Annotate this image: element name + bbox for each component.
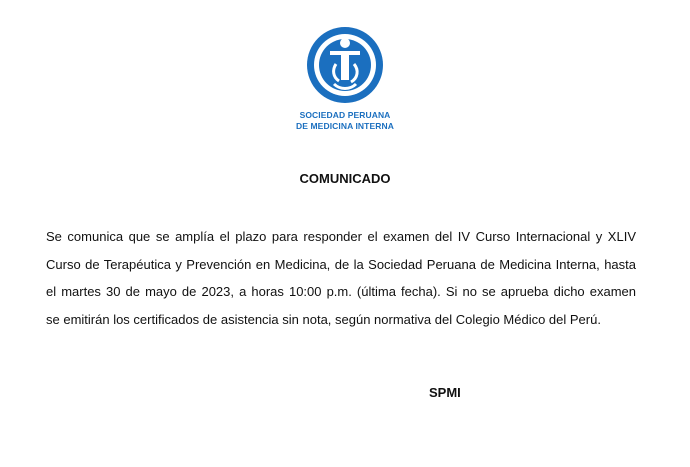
- signature: SPMI: [429, 385, 461, 400]
- page-title: COMUNICADO: [299, 171, 391, 186]
- spmi-logo: [290, 24, 400, 132]
- announcement-paragraph: [46, 223, 636, 333]
- paragraph-line-2: Curso de Terapéutica y Prevención en Medicina, de la Sociedad Peruana de Medicina Interna, hasta: [46, 256, 636, 272]
- paragraph-line-1: Se comunica que se amplía el plazo para responder el examen del IV Curso Internacional y XLIV: [46, 229, 636, 244]
- paragraph-line-3: el martes 30 de mayo de 2023, a horas 10:00 p.m. (última fecha). Si no se aprueba dicho examen: [46, 284, 636, 299]
- paragraph-line-4: se emitirán los certificados de asistencia sin nota, según normativa del Colegio Médico del Perú.: [46, 311, 601, 327]
- spmi-logo-icon: [304, 24, 386, 106]
- logo-text-line2: DE MEDICINA INTERNA: [296, 121, 394, 131]
- logo-text-line1: SOCIEDAD PERUANA: [299, 110, 391, 120]
